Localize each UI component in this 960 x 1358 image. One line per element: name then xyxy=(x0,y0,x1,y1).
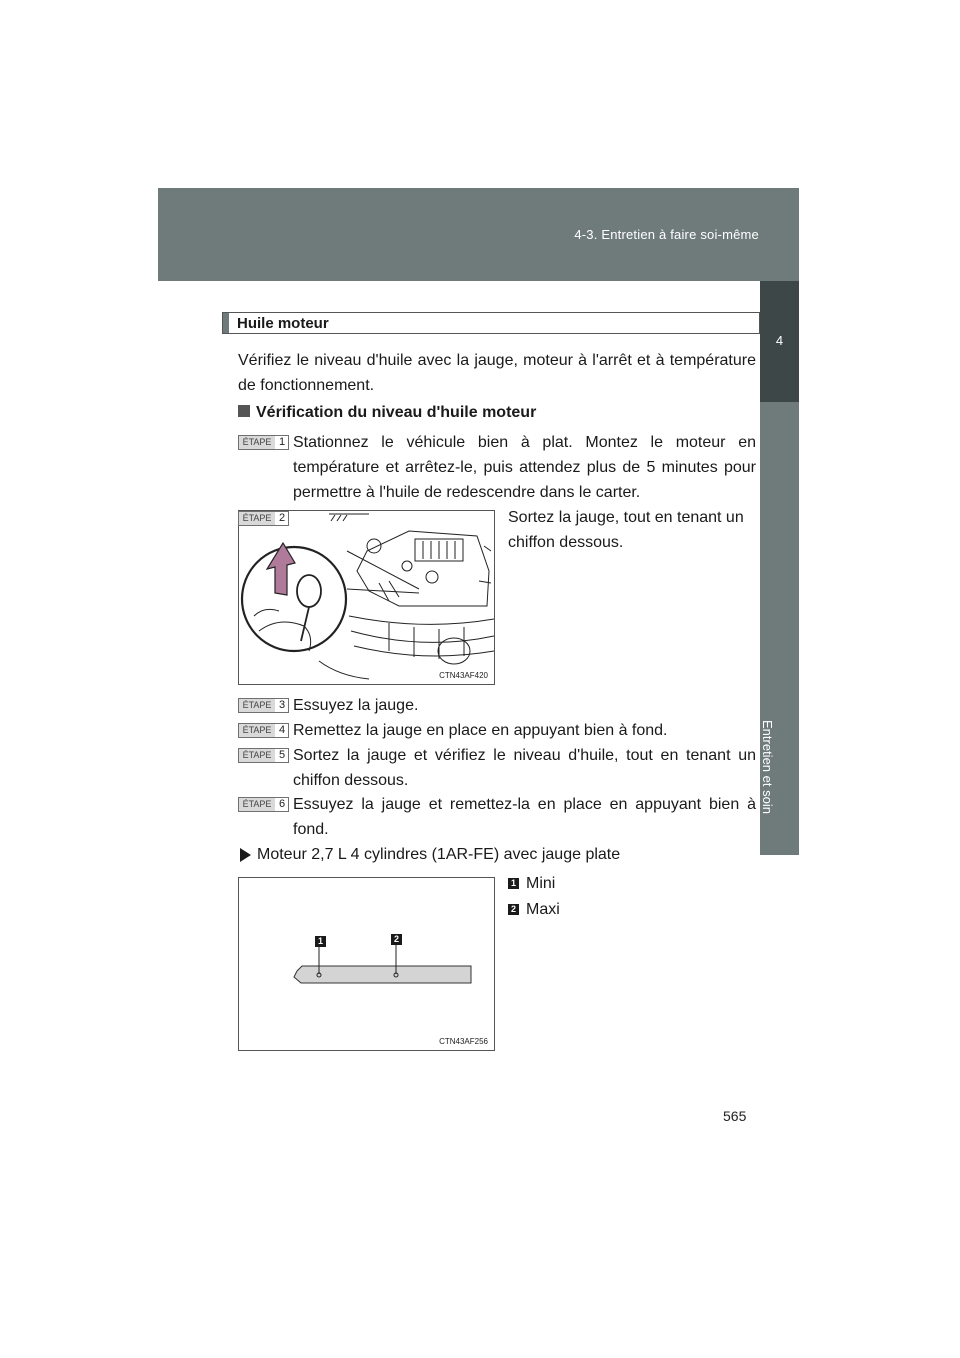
figure-code: CTN43AF256 xyxy=(439,1037,488,1046)
section-title: Huile moteur xyxy=(237,315,329,332)
step-badge-label: ÉTAPE xyxy=(239,798,275,811)
side-tab-number-box xyxy=(760,281,799,402)
page-number: 565 xyxy=(723,1108,747,1124)
step-text-6: Essuyez la jauge et remettez-la en place en appuyant bien à fond. xyxy=(293,796,756,838)
step-badge-label: ÉTAPE xyxy=(239,436,275,449)
step-text-5: Sortez la jauge et vérifiez le niveau d'huile, tout en tenant un chiffon dessous. xyxy=(293,747,756,789)
step-text-4: Remettez la jauge en place en appuyant bien à fond. xyxy=(293,722,668,739)
step-badge-1 xyxy=(238,435,289,450)
step-badge-number: 2 xyxy=(278,512,286,524)
step-badge-number: 5 xyxy=(278,749,286,761)
marker-2: 2 xyxy=(391,934,402,945)
section-accent xyxy=(223,313,229,333)
step-badge-number: 1 xyxy=(278,436,286,448)
flat-dipstick-figure xyxy=(238,877,495,1051)
chapter-header xyxy=(158,188,799,281)
triangle-bullet-icon xyxy=(240,848,251,862)
step-badge-2 xyxy=(238,511,289,526)
step-text-1: Stationnez le véhicule bien à plat. Montez le moteur en température et arrêtez-le, puis attendez plus de 5 minutes pour permettre à l'huile de redescendre dans le carter. xyxy=(293,434,756,501)
section-header xyxy=(222,312,760,334)
engine-note: Moteur 2,7 L 4 cylindres (1AR-FE) avec jauge plate xyxy=(257,846,621,863)
subheading-text: Vérification du niveau d'huile moteur xyxy=(256,404,537,421)
step-badge-4 xyxy=(238,723,289,738)
subheading xyxy=(238,404,536,422)
step-badge-6 xyxy=(238,797,289,812)
step-badge-label: ÉTAPE xyxy=(239,724,275,737)
chapter-title: 4-3. Entretien à faire soi-même xyxy=(574,227,759,242)
legend-label-2: Maxi xyxy=(526,901,560,918)
marker-1: 1 xyxy=(315,936,326,947)
bullet-square-icon xyxy=(238,405,250,417)
engine-illustration xyxy=(239,511,494,684)
step-badge-label: ÉTAPE xyxy=(239,512,275,525)
step-badge-3 xyxy=(238,698,289,713)
step-badge-number: 6 xyxy=(278,798,286,810)
step-badge-5 xyxy=(238,748,289,763)
step-badge-label: ÉTAPE xyxy=(239,699,275,712)
legend-marker-2: 2 xyxy=(508,904,519,915)
dipstick-engine-figure xyxy=(238,510,495,685)
figure-code: CTN43AF420 xyxy=(439,671,488,680)
step-text-2: Sortez la jauge, tout en tenant un chiffon dessous. xyxy=(508,509,744,551)
legend-marker-1: 1 xyxy=(508,878,519,889)
side-tab-number: 4 xyxy=(775,333,784,348)
dipstick-illustration xyxy=(239,878,494,1050)
step-badge-number: 3 xyxy=(278,699,286,711)
legend-label-1: Mini xyxy=(526,875,556,892)
side-tab-label: Entretien et soin xyxy=(760,720,775,814)
intro-paragraph: Vérifiez le niveau d'huile avec la jauge, moteur à l'arrêt et à température de fonctionnement. xyxy=(238,352,756,394)
step-text-3: Essuyez la jauge. xyxy=(293,697,419,714)
step-badge-number: 4 xyxy=(278,724,286,736)
step-badge-label: ÉTAPE xyxy=(239,749,275,762)
